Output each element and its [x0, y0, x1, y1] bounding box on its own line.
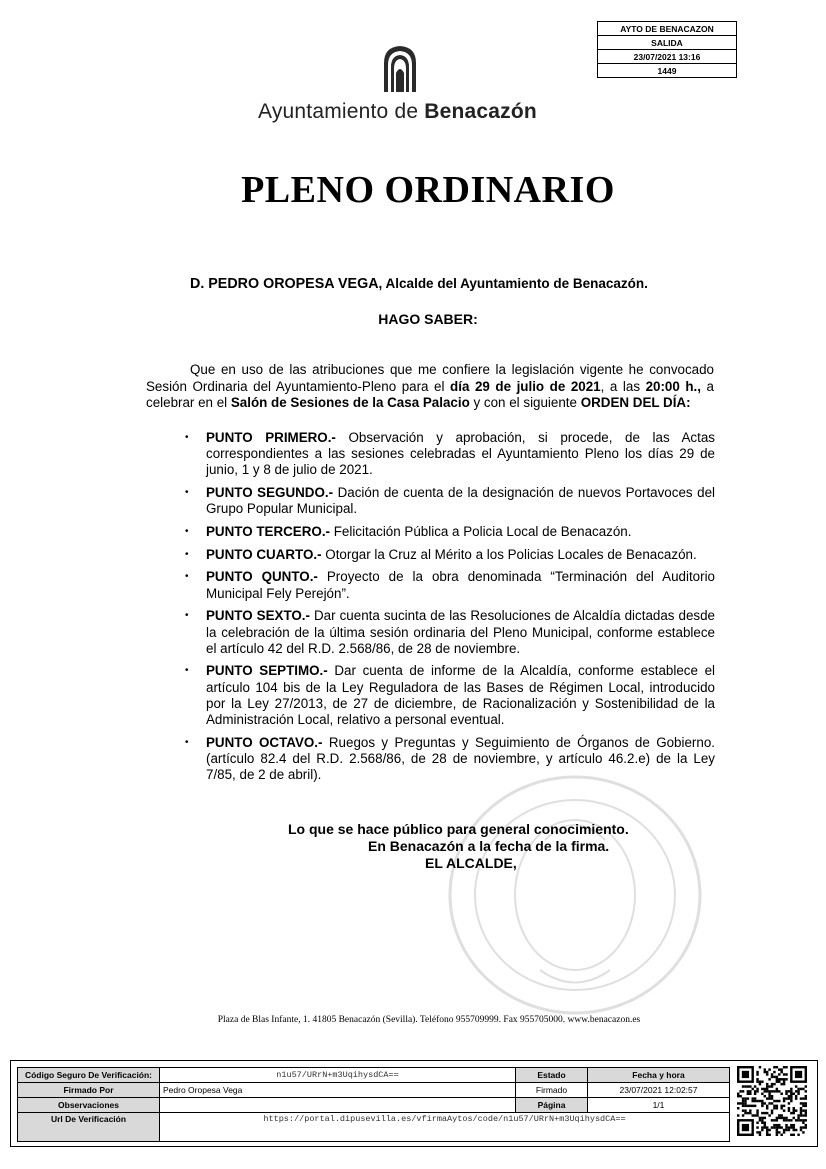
mayor-line: [190, 276, 750, 292]
session-date: día 29 de julio de 2021: [450, 378, 601, 394]
agenda-item-text: Observación y aprobación, si procede, de las Actas correspondientes a las sesiones celebradas el Ayuntamiento Pleno los días 29 de junio, 1 y 8 de julio de 2021.: [206, 430, 715, 478]
bullet: •: [185, 548, 189, 560]
bullet: •: [185, 432, 189, 443]
agenda-item-label: PUNTO CUARTO.-: [206, 546, 322, 562]
csv-label: Código Seguro De Verificación:: [18, 1068, 160, 1083]
agenda-item: [185, 485, 715, 517]
mayor-role: , Alcalde del Ayuntamiento de Benacazón.: [378, 276, 648, 291]
logo-name: Benacazón: [424, 100, 537, 123]
agenda-item: [185, 547, 715, 563]
agenda-item-label: PUNTO SEPTIMO.-: [206, 663, 328, 679]
fecha-value: 23/07/2021 12:02:57: [588, 1083, 730, 1098]
pagina-label: Página: [516, 1098, 588, 1113]
agenda-item-text: Proyecto de la obra denominada “Terminación del Auditorio Municipal Fely Perejón”.: [206, 569, 715, 601]
registry-stamp: [597, 21, 737, 78]
estado-label: Estado: [516, 1068, 588, 1083]
obs-label: Observaciones: [18, 1098, 160, 1113]
firmado-value: Pedro Oropesa Vega: [160, 1083, 516, 1098]
closing-line-2: En Benacazón a la fecha de la firma.: [368, 838, 610, 854]
intro-text-3: a celebrar en el: [146, 378, 715, 410]
orden-del-dia: ORDEN DEL DÍA:: [580, 395, 691, 410]
agenda-item: [185, 569, 715, 601]
agenda-item: [185, 430, 715, 479]
seal-watermark-icon: [440, 770, 710, 1020]
stamp-number: 1449: [598, 64, 737, 78]
bullet: •: [185, 736, 189, 748]
bullet: •: [185, 487, 189, 499]
stamp-entity: AYTO DE BENACAZON: [598, 22, 737, 36]
verification-table: [17, 1067, 730, 1142]
intro-text-4: y con el siguiente: [469, 395, 581, 410]
closing-signature: EL ALCALDE,: [425, 855, 517, 871]
firmado-label: Firmado Por: [18, 1083, 160, 1098]
stamp-datetime: 23/07/2021 13:16: [598, 50, 737, 64]
intro-text-1: Que en uso de las atribuciones que me confiere la legislación vigente he convocado Sesión Ordinaria del Ayuntamiento-Pleno para el: [146, 362, 714, 394]
logo-prefix: Ayuntamiento de: [258, 100, 425, 123]
closing-line-1: Lo que se hace público para general conocimiento.: [288, 821, 629, 837]
mayor-name: D. PEDRO OROPESA VEGA: [190, 276, 379, 292]
csv-value: n1u57/URrN+m3UqihysdCA==: [160, 1068, 516, 1083]
agenda-item-text: Felicitación Pública a Policia Local de Benacazón.: [330, 524, 632, 540]
url-label: Url De Verificación: [18, 1113, 160, 1142]
document-title: PLENO ORDINARIO: [241, 169, 615, 211]
bullet: •: [185, 571, 189, 583]
agenda-item-label: PUNTO SEGUNDO.-: [206, 485, 334, 501]
agenda-item-text: Dar cuenta sucinta de las Resoluciones de Alcaldía dictadas desde la celebración de la última sesión ordinaria del Pleno Municipal, conforme establece el artículo 42 del R.D. 2.568/86, de 28 de noviembre.: [206, 608, 715, 656]
pagina-value: 1/1: [588, 1098, 730, 1113]
agenda-item: [185, 663, 715, 728]
estado-value: Firmado: [516, 1083, 588, 1098]
hago-saber-heading: HAGO SABER:: [378, 311, 478, 327]
agenda-item-label: PUNTO OCTAVO.-: [206, 734, 323, 750]
fecha-label: Fecha y hora: [588, 1068, 730, 1083]
agenda-list: [185, 430, 715, 790]
agenda-item-text: Dación de cuenta de la designación de nuevos Portavoces del Grupo Popular Municipal.: [206, 485, 716, 517]
agenda-item-label: PUNTO TERCERO.-: [206, 524, 330, 540]
agenda-item-label: PUNTO PRIMERO.-: [206, 430, 336, 445]
bullet: •: [185, 665, 189, 677]
agenda-item: [185, 608, 715, 657]
agenda-item-text: Dar cuenta de informe de la Alcaldía, conforme establece el artículo 104 bis de la Ley Reguladora de las Bases de Régimen Local, introducido por la Ley 27/2013, de 27 de diciembre, de Racionalización y Sostenibilidad de la Administración Local, relativo a personal eventual.: [206, 663, 715, 728]
logo-wordmark: [258, 100, 558, 124]
stamp-type: SALIDA: [598, 36, 737, 50]
session-time: 20:00 h.,: [645, 378, 701, 394]
agenda-item: [185, 735, 715, 784]
agenda-item-label: PUNTO QUNTO.-: [206, 569, 318, 585]
qr-code-icon[interactable]: [737, 1066, 807, 1136]
agenda-item-text: Otorgar la Cruz al Mérito a los Policias Locales de Benacazón.: [321, 546, 697, 562]
agenda-item: [185, 524, 715, 540]
intro-paragraph: [146, 362, 714, 412]
session-place: Salón de Sesiones de la Casa Palacio: [230, 395, 470, 410]
footer-address: Plaza de Blas Infante, 1. 41805 Benacazón (Sevilla). Teléfono 955709999. Fax 955705000. www.benacazon.es: [217, 1015, 641, 1025]
bullet: •: [185, 610, 189, 622]
arch-logo-icon: [383, 45, 417, 93]
url-value[interactable]: https://portal.dipusevilla.es/vfirmaAytos/code/n1u57/URrN+m3UqihysdCA==: [160, 1113, 730, 1142]
agenda-item-text: Ruegos y Preguntas y Seguimiento de Órganos de Gobierno. (artículo 82.4 del R.D. 2.568/86, de 28 de noviembre, y artículo 46.2.e) de la Ley 7/85, de 2 de abril).: [206, 734, 715, 783]
obs-value: [160, 1098, 516, 1113]
bullet: •: [185, 526, 189, 538]
agenda-item-label: PUNTO SEXTO.-: [206, 608, 310, 624]
intro-text-2: , a las: [600, 378, 646, 394]
